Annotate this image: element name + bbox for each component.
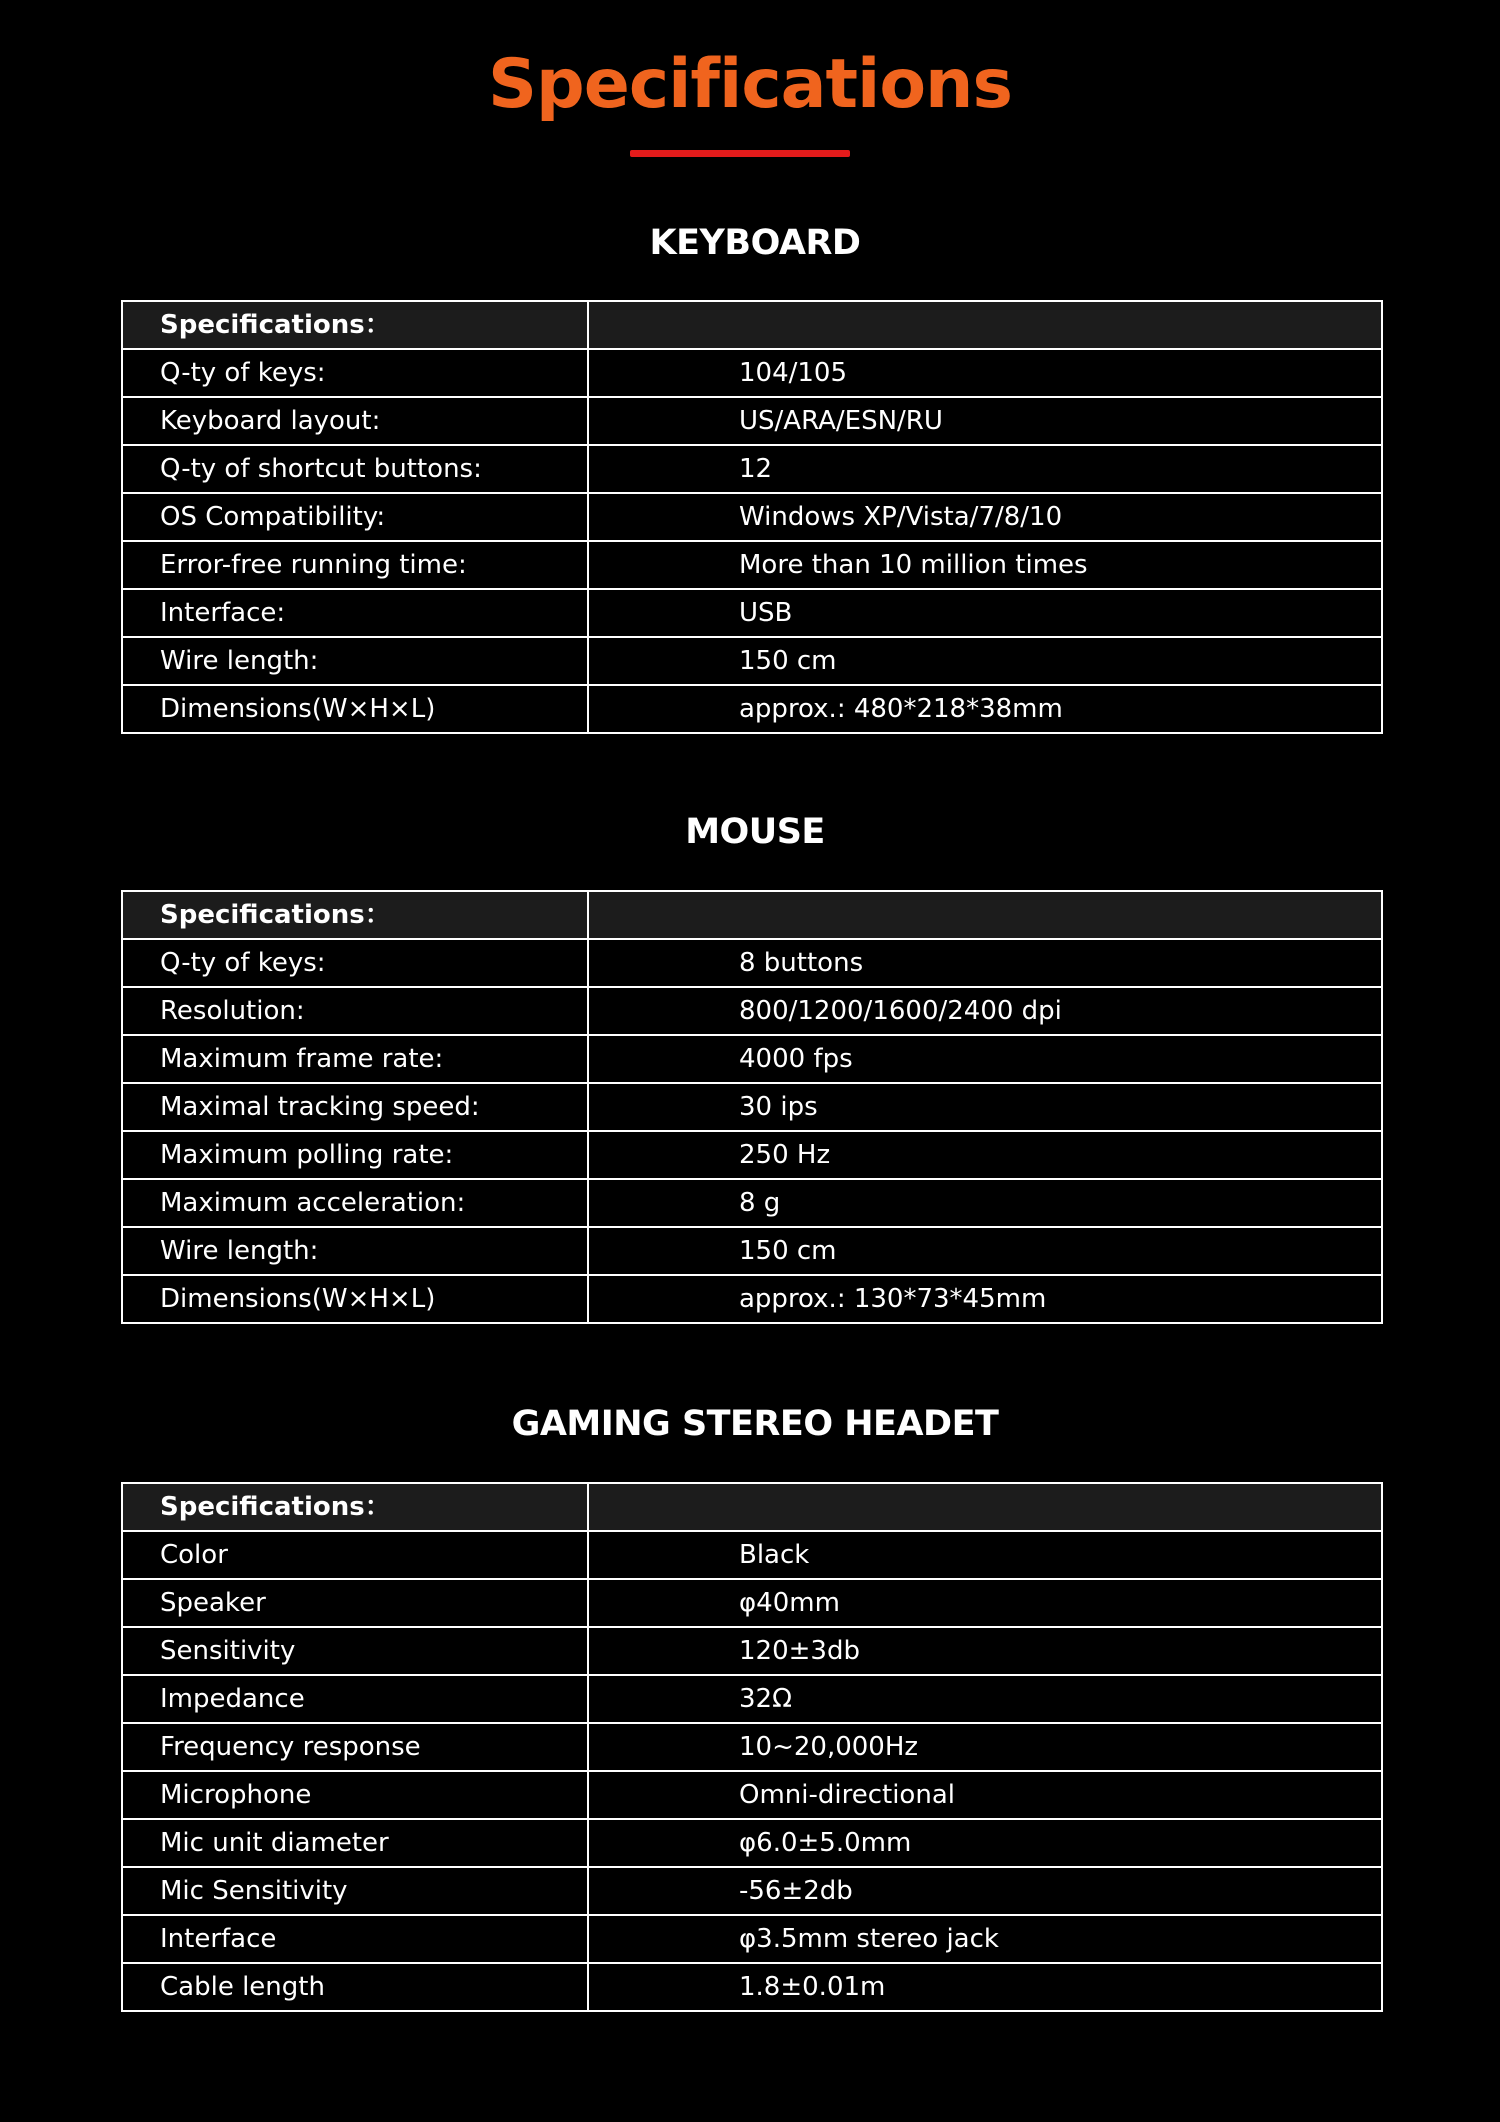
table-row [122,1227,1382,1275]
spec-label: Keyboard layout: [122,397,588,445]
spec-header-value [588,891,1382,939]
table-row [122,939,1382,987]
spec-label: Sensitivity [122,1627,588,1675]
table-row [122,1915,1382,1963]
spec-label: Wire length: [122,1227,588,1275]
spec-label: Color [122,1531,588,1579]
mouse-heading: MOUSE [685,812,825,852]
spec-label: Maximum polling rate: [122,1131,588,1179]
spec-header-label: Specifications： [122,301,588,349]
title-underline [630,150,850,157]
spec-value: approx.: 130*73*45mm [588,1275,1382,1323]
spec-value: 800/1200/1600/2400 dpi [588,987,1382,1035]
spec-label: Microphone [122,1771,588,1819]
spec-label: Dimensions(W×H×L) [122,685,588,733]
table-row [122,1771,1382,1819]
spec-value: 4000 fps [588,1035,1382,1083]
spec-label: Cable length [122,1963,588,2011]
table-row [122,1627,1382,1675]
spec-label: Mic Sensitivity [122,1867,588,1915]
spec-label: Frequency response [122,1723,588,1771]
table-row [122,1723,1382,1771]
spec-label: Mic unit diameter [122,1819,588,1867]
table-row [122,1131,1382,1179]
spec-value: -56±2db [588,1867,1382,1915]
table-header-row [122,301,1382,349]
spec-value: 8 buttons [588,939,1382,987]
spec-label: Q-ty of keys: [122,939,588,987]
spec-label: Error-free running time: [122,541,588,589]
spec-label: OS Compatibility: [122,493,588,541]
headset-heading: GAMING STEREO HEADET [511,1404,999,1444]
keyboard-heading: KEYBOARD [649,223,861,263]
table-row [122,1579,1382,1627]
spec-value: 30 ips [588,1083,1382,1131]
spec-value: φ6.0±5.0mm [588,1819,1382,1867]
spec-label: Wire length: [122,637,588,685]
page-title: Specifications [488,45,1012,124]
table-row [122,1531,1382,1579]
mouse-spec-table [121,890,1383,1324]
spec-label: Dimensions(W×H×L) [122,1275,588,1323]
keyboard-spec-table [121,300,1383,734]
table-row [122,1083,1382,1131]
table-row [122,1675,1382,1723]
spec-header-label: Specifications： [122,1483,588,1531]
spec-label: Maximum frame rate: [122,1035,588,1083]
spec-value: 8 g [588,1179,1382,1227]
table-row [122,397,1382,445]
spec-value: 150 cm [588,637,1382,685]
spec-value: Windows XP/Vista/7/8/10 [588,493,1382,541]
spec-value: 32Ω [588,1675,1382,1723]
table-row [122,1963,1382,2011]
table-header-row [122,1483,1382,1531]
spec-label: Speaker [122,1579,588,1627]
spec-label: Q-ty of shortcut buttons: [122,445,588,493]
table-row [122,493,1382,541]
spec-value: 120±3db [588,1627,1382,1675]
spec-label: Interface: [122,589,588,637]
spec-value: 150 cm [588,1227,1382,1275]
headset-spec-table [121,1482,1383,2012]
table-row [122,987,1382,1035]
table-row [122,1179,1382,1227]
spec-label: Maximum acceleration: [122,1179,588,1227]
spec-value: US/ARA/ESN/RU [588,397,1382,445]
table-row [122,637,1382,685]
spec-label: Q-ty of keys: [122,349,588,397]
spec-header-value [588,1483,1382,1531]
table-row [122,445,1382,493]
table-row [122,1819,1382,1867]
spec-value: Black [588,1531,1382,1579]
spec-value: USB [588,589,1382,637]
spec-label: Impedance [122,1675,588,1723]
table-row [122,1867,1382,1915]
spec-value: More than 10 million times [588,541,1382,589]
spec-label: Maximal tracking speed: [122,1083,588,1131]
spec-value: φ40mm [588,1579,1382,1627]
table-row [122,541,1382,589]
spec-label: Interface [122,1915,588,1963]
table-row [122,349,1382,397]
spec-header-value [588,301,1382,349]
table-row [122,1275,1382,1323]
table-row [122,685,1382,733]
spec-value: 1.8±0.01m [588,1963,1382,2011]
spec-value: 104/105 [588,349,1382,397]
spec-value: 12 [588,445,1382,493]
spec-value: 10~20,000Hz [588,1723,1382,1771]
spec-header-label: Specifications： [122,891,588,939]
table-header-row [122,891,1382,939]
spec-value: Omni-directional [588,1771,1382,1819]
spec-value: 250 Hz [588,1131,1382,1179]
spec-value: approx.: 480*218*38mm [588,685,1382,733]
table-row [122,589,1382,637]
spec-value: φ3.5mm stereo jack [588,1915,1382,1963]
spec-label: Resolution: [122,987,588,1035]
table-row [122,1035,1382,1083]
